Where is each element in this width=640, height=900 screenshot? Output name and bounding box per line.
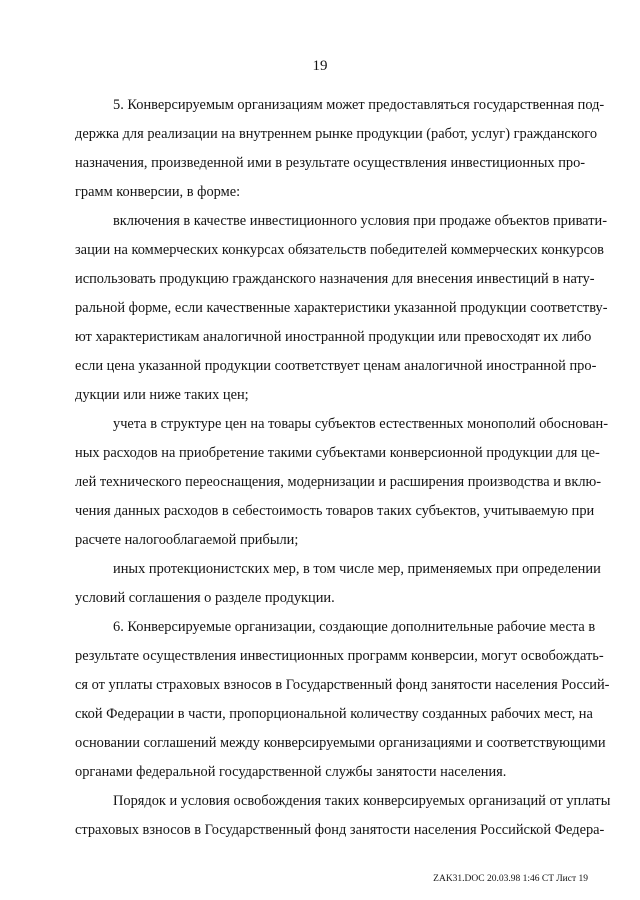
text-line: ской Федерации в части, пропорциональной количеству созданных рабочих мест, на <box>75 706 593 722</box>
page-number: 19 <box>312 58 328 74</box>
text-line: чения данных расходов в себестоимость товаров таких субъектов, учитываемую при <box>75 503 595 519</box>
text-line: основании соглашений между конверсируемыми организациями и соответствующими <box>75 735 606 751</box>
text-line: органами федеральной государственной службы занятости населения. <box>75 764 507 780</box>
text-line: 6. Конверсируемые организации, создающие дополнительные рабочие места в <box>113 619 596 635</box>
text-line: держка для реализации на внутреннем рынке продукции (работ, услуг) гражданского <box>75 126 598 142</box>
text-line: включения в качестве инвестиционного условия при продаже объектов привати- <box>113 213 607 229</box>
text-line: расчете налогооблагаемой прибыли; <box>75 532 299 548</box>
text-line: зации на коммерческих конкурсах обязательств победителей коммерческих конкурсов <box>75 242 604 258</box>
text-line: условий соглашения о разделе продукции. <box>75 590 335 606</box>
text-line: если цена указанной продукции соответствует ценам аналогичной иностранной про- <box>75 358 597 374</box>
text-line: ральной форме, если качественные характеристики указанной продукции соответству- <box>75 300 608 316</box>
text-line: 5. Конверсируемым организациям может предоставляться государственная под- <box>113 97 605 113</box>
text-line: лей технического переоснащения, модернизации и расширения производства и вклю- <box>75 474 602 490</box>
document-footer: ZAK31.DOC 20.03.98 1:46 CT Лист 19 <box>433 874 588 884</box>
text-line: ся от уплаты страховых взносов в Государственный фонд занятости населения Россий- <box>75 677 610 693</box>
text-line: использовать продукцию гражданского назначения для внесения инвестиций в нату- <box>75 271 595 287</box>
text-line: результате осуществления инвестиционных программ конверсии, могут освобождать- <box>75 648 604 664</box>
text-line: Порядок и условия освобождения таких конверсируемых организаций от уплаты <box>113 793 611 809</box>
text-line: учета в структуре цен на товары субъектов естественных монополий обоснован- <box>113 416 609 432</box>
text-line: назначения, произведенной ими в результате осуществления инвестиционных про- <box>75 155 586 171</box>
text-line: ют характеристикам аналогичной иностранной продукции или превосходят их либо <box>75 329 592 345</box>
text-line: страховых взносов в Государственный фонд занятости населения Российской Федера- <box>75 822 605 838</box>
text-line: дукции или ниже таких цен; <box>75 387 249 403</box>
text-line: иных протекционистских мер, в том числе мер, применяемых при определении <box>113 561 601 577</box>
text-line: ных расходов на приобретение такими субъектами конверсионной продукции для це- <box>75 445 600 461</box>
text-line: грамм конверсии, в форме: <box>75 184 241 200</box>
